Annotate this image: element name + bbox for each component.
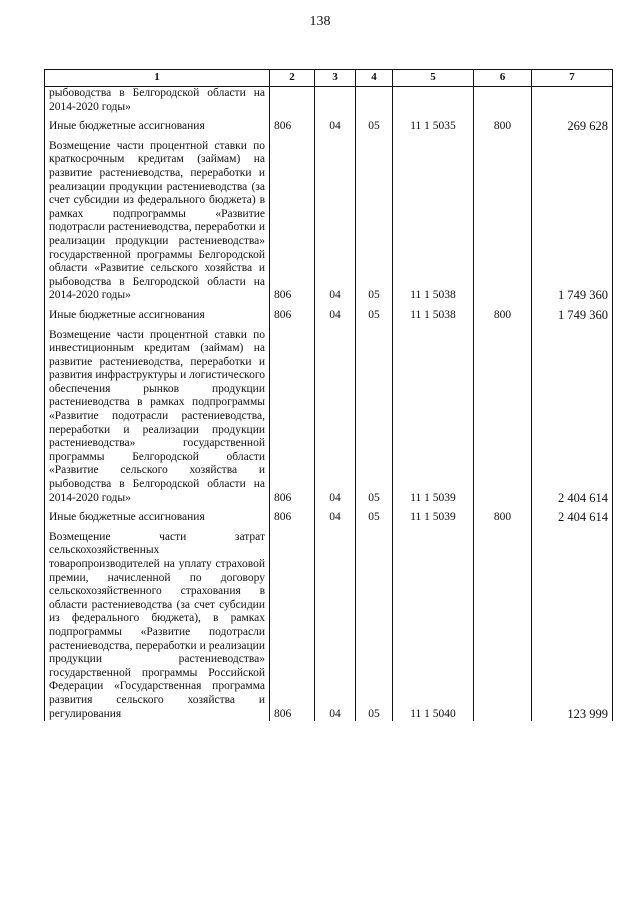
table-row [45, 87, 613, 115]
row-name: Возмещение части процентной ставки по инвестиционным кредитам (займам) на развитие растениеводства, переработки и развития инфраструктуры и логистического обеспечения рынков продукции растениеводства в рамках подпрограммы «Развитие подотрасли растениеводства, переработки и реализации продукции растениеводства» государственной программы Белгородской области «Развитие сельского хозяйства и рыбоводства в Белгородской области на 2014-2020 годы» [45, 329, 270, 506]
row-subsection: 05 [356, 120, 393, 134]
row-section: 04 [315, 120, 356, 134]
row-target: 11 1 5038 [393, 309, 474, 323]
row-expense: 800 [474, 309, 532, 323]
table-row [45, 120, 613, 134]
column-header-3: 3 [315, 70, 356, 87]
budget-table [44, 69, 613, 721]
row-expense: 800 [474, 120, 532, 134]
row-subsection: 05 [356, 309, 393, 323]
column-header-5: 5 [393, 70, 474, 87]
row-amount: 1 749 360 [532, 309, 613, 323]
row-section: 04 [315, 329, 356, 506]
column-header-4: 4 [356, 70, 393, 87]
table-row [45, 511, 613, 525]
row-ministry: 806 [270, 511, 315, 525]
table-row [45, 531, 613, 721]
column-header-2: 2 [270, 70, 315, 87]
row-section: 04 [315, 309, 356, 323]
table-row [45, 329, 613, 506]
row-ministry: 806 [270, 140, 315, 303]
row-expense [474, 531, 532, 721]
row-name: Иные бюджетные ассигнования [45, 120, 270, 134]
row-section: 04 [315, 140, 356, 303]
row-target: 11 1 5039 [393, 329, 474, 506]
column-header-7: 7 [532, 70, 613, 87]
row-amount: 1 749 360 [532, 140, 613, 303]
row-subsection: 05 [356, 531, 393, 721]
row-amount: 269 628 [532, 120, 613, 134]
row-name: Возмещение части затрат сельскохозяйственных товаропроизводителей на уплату страховой премии, начисленной по договору сельскохозяйственного страхования в области растениеводства (за счет субсидии из федерального бюджета), в рамках подпрограммы «Развитие подотрасли растениеводства, переработки и реализации продукции растениеводства» государственной программы Российской Федерации «Государственная программа развития сельского хозяйства и регулирования [45, 531, 270, 721]
row-name: рыбоводства в Белгородской области на 2014-2020 годы» [45, 87, 270, 115]
row-target: 11 1 5038 [393, 140, 474, 303]
row-expense [474, 140, 532, 303]
row-ministry: 806 [270, 309, 315, 323]
column-header-6: 6 [474, 70, 532, 87]
row-subsection: 05 [356, 329, 393, 506]
column-header-1: 1 [45, 70, 270, 87]
row-expense: 800 [474, 511, 532, 525]
page-number: 138 [309, 14, 331, 29]
row-subsection: 05 [356, 140, 393, 303]
table-row [45, 309, 613, 323]
row-amount: 2 404 614 [532, 511, 613, 525]
row-target: 11 1 5035 [393, 120, 474, 134]
row-ministry: 806 [270, 329, 315, 506]
row-name: Возмещение части процентной ставки по краткосрочным кредитам (займам) на развитие растениеводства, переработки и реализации продукции растениеводства (за счет субсидии из федерального бюджета) в рамках подпрограммы «Развитие подотрасли растениеводства, переработки и реализации продукции растениеводства» государственной программы Белгородской области «Развитие сельского хозяйства и рыбоводства в Белгородской области на 2014-2020 годы» [45, 140, 270, 303]
row-name: Иные бюджетные ассигнования [45, 511, 270, 525]
table-header-row [45, 70, 613, 87]
row-subsection: 05 [356, 511, 393, 525]
row-section: 04 [315, 531, 356, 721]
table-row [45, 140, 613, 303]
row-target: 11 1 5039 [393, 511, 474, 525]
row-name: Иные бюджетные ассигнования [45, 309, 270, 323]
row-ministry: 806 [270, 120, 315, 134]
row-target: 11 1 5040 [393, 531, 474, 721]
row-section: 04 [315, 511, 356, 525]
row-expense [474, 329, 532, 506]
row-ministry: 806 [270, 531, 315, 721]
row-amount: 123 999 [532, 531, 613, 721]
row-amount: 2 404 614 [532, 329, 613, 506]
